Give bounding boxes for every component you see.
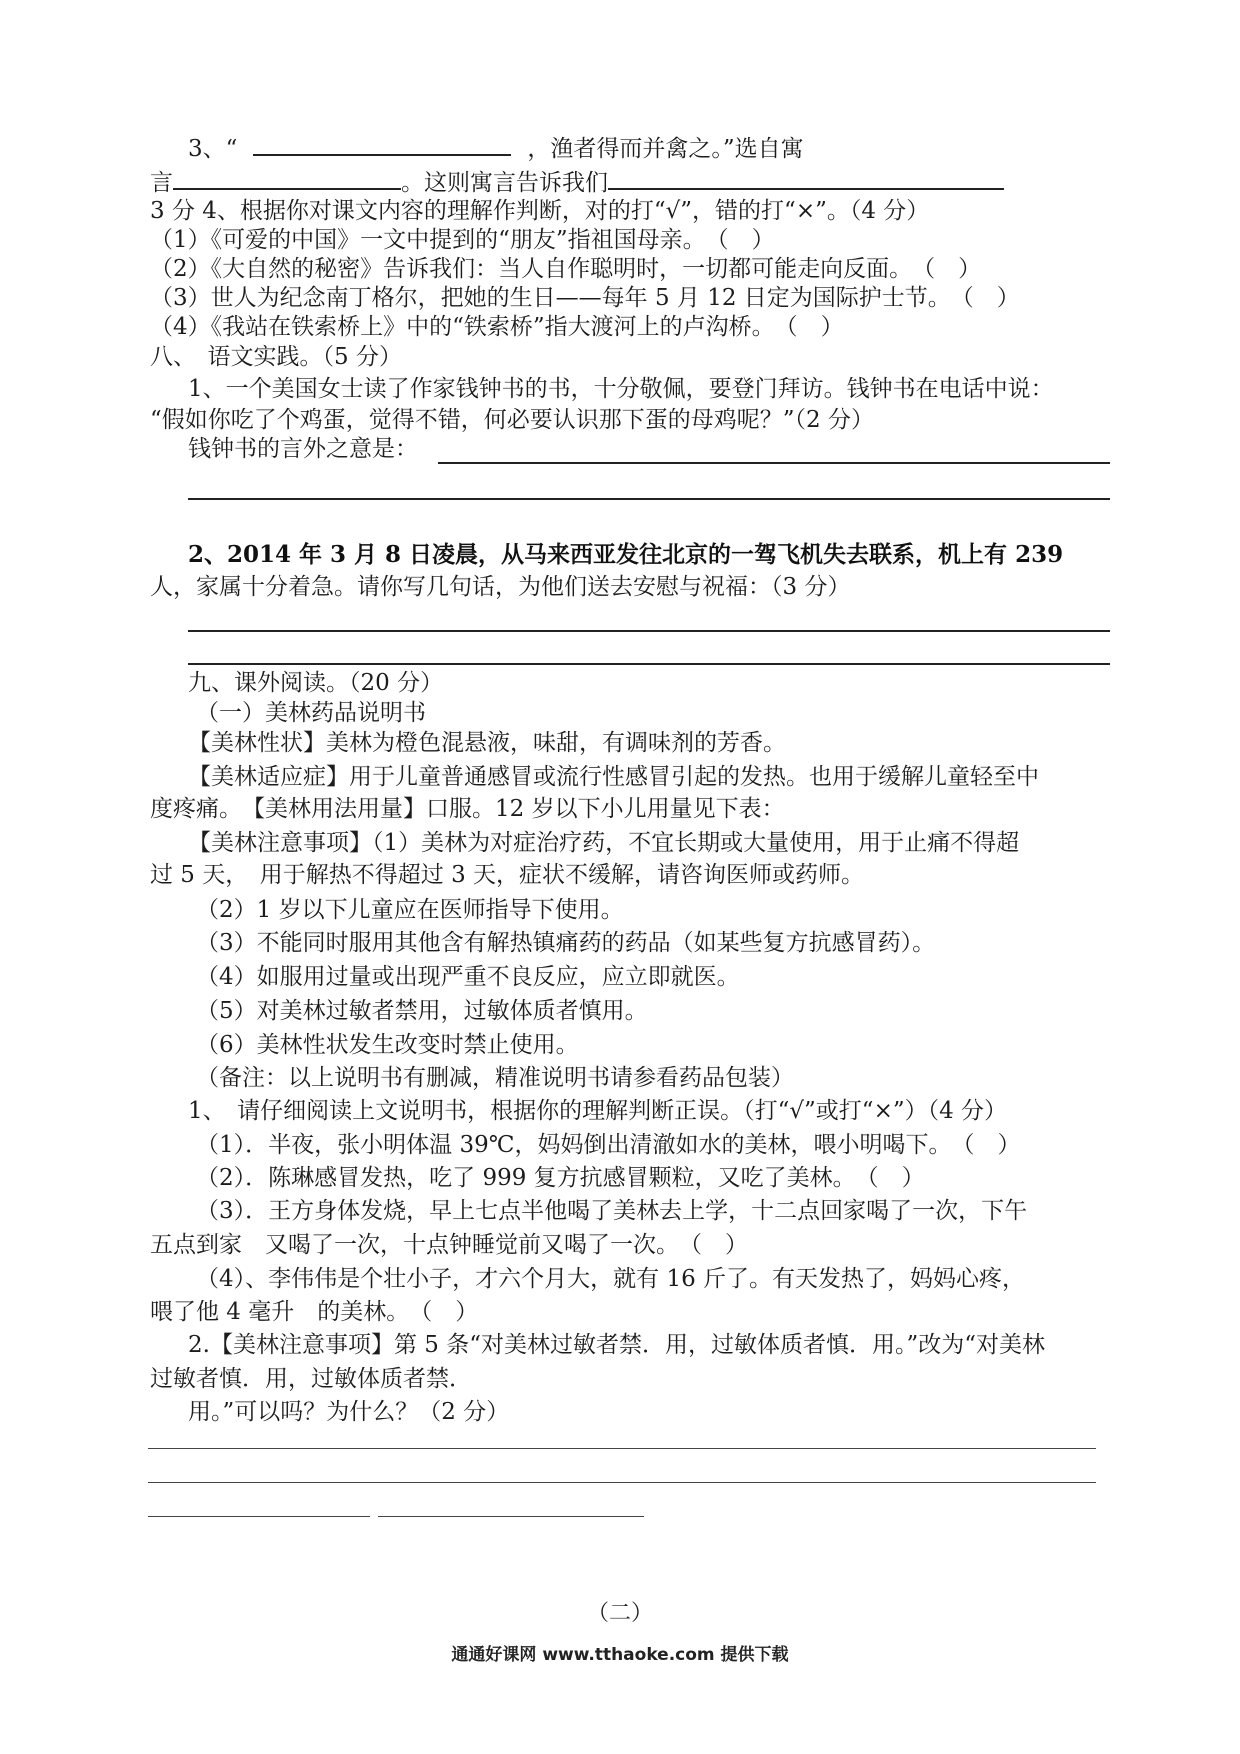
s9-q2-answer-line-2[interactable]: [148, 1482, 1096, 1483]
q4-item-2: （2）《大自然的秘密》告诉我们：当人自作聪明时，一切都可能走向反面。 （ ）: [150, 256, 982, 282]
q3-line2-a: 言: [150, 170, 173, 196]
s8-q2-answer-line-1[interactable]: [188, 630, 1110, 632]
s9-q2-line3: 用。”可以吗？为什么？（2 分）: [188, 1399, 510, 1425]
s9-q1-item-2: （2）．陈琳感冒发热，吃了 999 复方抗感冒颗粒，又吃了美林。 （ ）: [196, 1165, 925, 1191]
s9-q1-item-3b: 五点到家 又喝了一次，十点钟睡觉前又喝了一次。 （ ）: [150, 1232, 748, 1258]
section-8-heading: 八、 语文实践。（5 分）: [150, 344, 402, 370]
s8-q1-line2: “假如你吃了个鸡蛋，觉得不错，何必要认识那下蛋的母鸡呢？”（2 分）: [150, 407, 874, 433]
q3-line1: [188, 134, 1240, 164]
s9-p2b: 度疼痛。 【美林用法用量】口服。12 岁以下小儿用量见下表：: [150, 796, 785, 822]
s9-q2-answer-line-3b[interactable]: [378, 1516, 644, 1517]
s9-p2a: 【美林适应症】用于儿童普通感冒或流行性感冒引起的发热。也用于缓解儿童轻至中: [188, 764, 1039, 790]
q3-blank-3[interactable]: [608, 168, 1004, 190]
q4-item-3: （3）世人为纪念南丁格尔，把她的生日——每年 5 月 12 日定为国际护士节。 （ ）: [150, 285, 1020, 311]
s9-note-6: （6）美林性状发生改变时禁止使用。: [196, 1032, 579, 1058]
s9-q2-answer-line-3a[interactable]: [148, 1516, 370, 1517]
page-number: （二）: [586, 1601, 653, 1626]
s9-remark: （备注：以上说明书有删减，精准说明书请参看药品包装）: [196, 1065, 794, 1091]
s8-q1-answer-line-1[interactable]: [438, 462, 1110, 464]
footer-source: 通通好课网 www.tthaoke.com 提供下载: [451, 1645, 789, 1665]
q4-item-1: （1）《可爱的中国》一文中提到的“朋友”指祖国母亲。 （ ）: [150, 227, 775, 253]
s9-note-2: （2）1 岁以下儿童应在医师指导下使用。: [196, 897, 624, 923]
q3-line2: [150, 168, 1240, 198]
s8-q1-answer-line-2[interactable]: [188, 498, 1110, 500]
s9-q1-item-1: （1）．半夜，张小明体温 39℃，妈妈倒出清澈如水的美林，喂小明喝下。 （ ）: [196, 1132, 1021, 1158]
s8-q2-line2: 人，家属十分着急。请你写几句话，为他们送去安慰与祝福：（3 分）: [150, 574, 851, 600]
q3-prefix: 3、“: [188, 136, 238, 162]
s9-q1-title: 1、 请仔细阅读上文说明书，根据你的理解判断正误。（打“√”或打“×”）（4 分）: [188, 1098, 1008, 1124]
q3-mid: ，渔者得而并禽之。”选自寓: [527, 136, 804, 162]
q3-blank-2[interactable]: [173, 168, 401, 190]
s8-q2-line1: 2、2014 年 3 月 8 日凌晨，从马来西亚发往北京的一驾飞机失去联系，机上有 239: [188, 541, 1064, 568]
q3-blank-1[interactable]: [253, 134, 511, 156]
s8-q1-prompt: 钱钟书的言外之意是：: [188, 436, 418, 462]
s9-subheading: （一）美林药品说明书: [196, 700, 426, 726]
s9-note-4: （4）如服用过量或出现严重不良反应，应立即就医。: [196, 964, 740, 990]
s9-q2-line2: 过敏者慎．用，过敏体质者禁．: [150, 1366, 472, 1392]
s9-p3a: 【美林注意事项】（1）美林为对症治疗药，不宜长期或大量使用，用于止痛不得超: [188, 830, 1020, 856]
q3-line2-b: 。这则寓言告诉我们: [401, 170, 608, 196]
s9-q2-line1: 2.【美林注意事项】第 5 条“对美林过敏者禁．用，过敏体质者慎．用。”改为“对美林: [188, 1332, 1045, 1358]
s9-q1-item-3a: （3）．王方身体发烧，早上七点半他喝了美林去上学，十二点回家喝了一次，下午: [196, 1198, 1028, 1224]
s9-q1-item-4a: （4）、李伟伟是个壮小子，才六个月大，就有 16 斤了。有天发热了，妈妈心疼，: [196, 1266, 1026, 1292]
s9-q2-answer-line-1[interactable]: [148, 1448, 1096, 1449]
q4-title: 3 分 4、根据你对课文内容的理解作判断，对的打“√”，错的打“×”。（4 分）: [150, 198, 930, 224]
s9-q1-item-4b: 喂了他 4 毫升 的美林。 （ ）: [150, 1299, 479, 1325]
s8-q2-answer-line-2[interactable]: [188, 663, 1110, 665]
s9-note-5: （5）对美林过敏者禁用，过敏体质者慎用。: [196, 998, 648, 1024]
s9-p1: 【美林性状】美林为橙色混悬液，味甜，有调味剂的芳香。: [188, 730, 786, 756]
s8-q1-line1: 1、一个美国女士读了作家钱钟书的书，十分敬佩，要登门拜访。钱钟书在电话中说：: [188, 376, 1054, 402]
s9-p3b: 过 5 天， 用于解热不得超过 3 天，症状不缓解，请咨询医师或药师。: [150, 862, 865, 888]
q4-item-4: （4）《我站在铁索桥上》中的“铁索桥”指大渡河上的卢沟桥。 （ ）: [150, 314, 844, 340]
section-9-heading: 九、课外阅读。（20 分）: [188, 670, 444, 696]
s9-note-3: （3）不能同时服用其他含有解热镇痛药的药品（如某些复方抗感冒药）。: [196, 930, 936, 956]
